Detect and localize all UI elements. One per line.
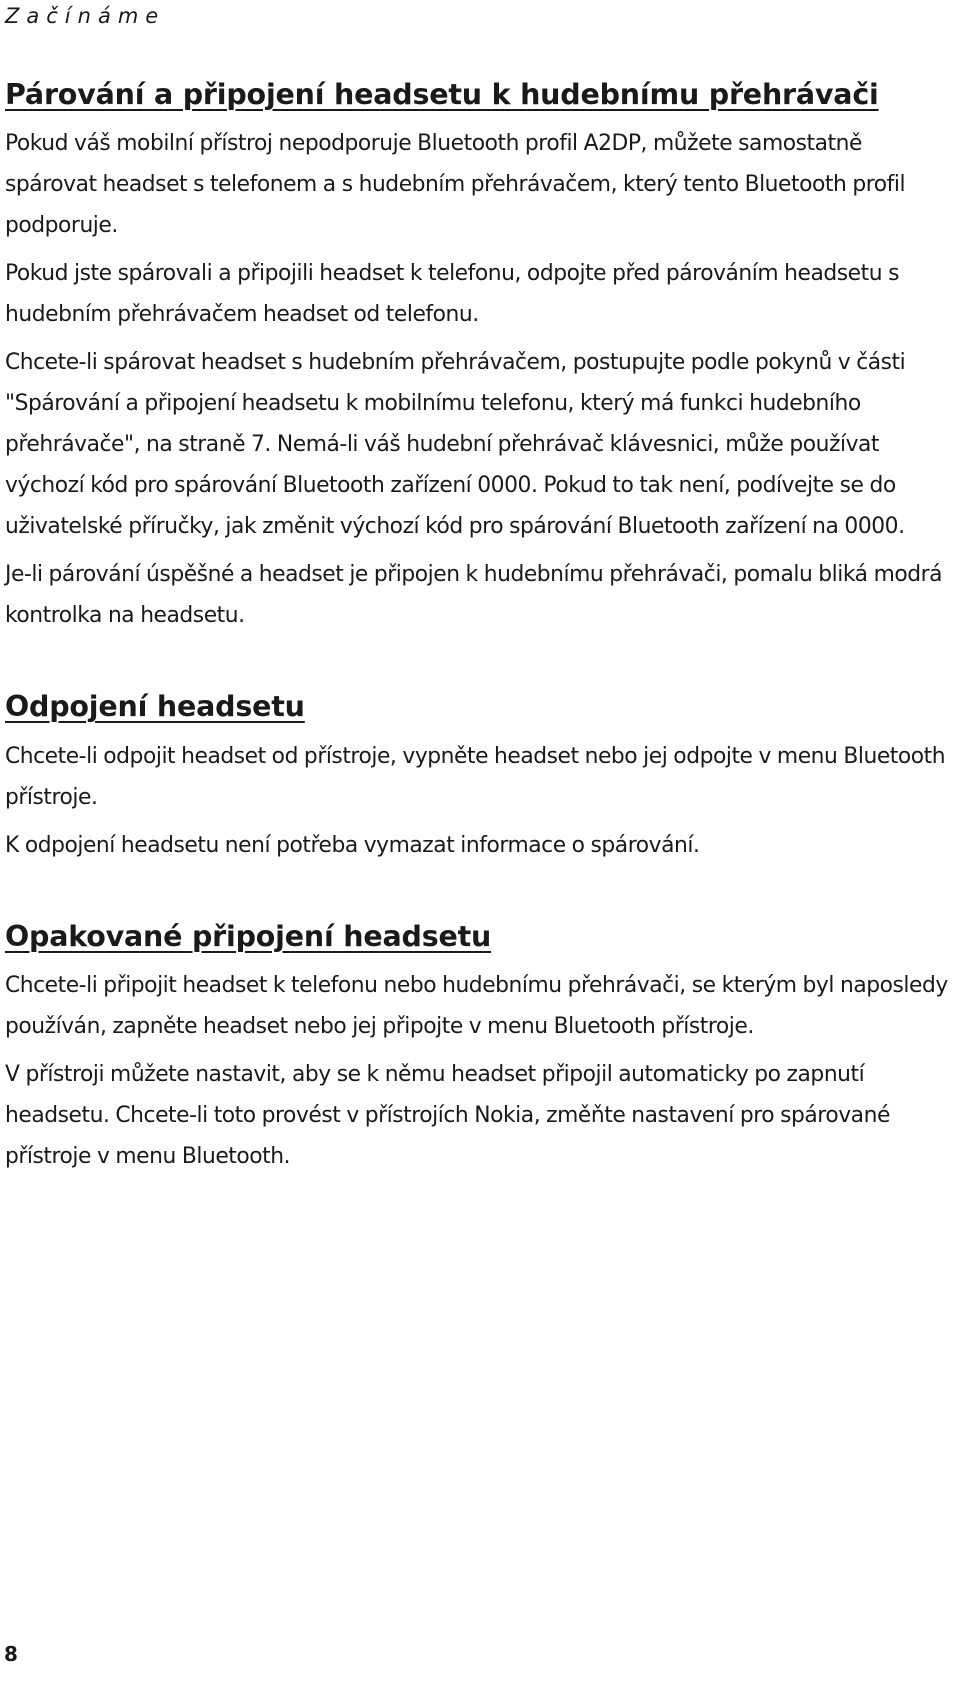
section-pairing (5, 74, 953, 636)
paragraph: K odpojení headsetu není potřeba vymazat informace o spárování. (5, 832, 700, 858)
section-disconnect (5, 686, 953, 865)
section-heading-pairing: Párování a připojení headsetu k hudebnímu přehrávači (5, 78, 879, 111)
paragraph: Chcete-li připojit headset k telefonu nebo hudebnímu přehrávači, se kterým byl naposledy používán, zapněte headset nebo jej připojte v menu Bluetooth přístroje. (5, 972, 948, 1039)
paragraph: Pokud jste spárovali a připojili headset k telefonu, odpojte před párováním headsetu s hudebním přehrávačem headset od telefonu. (5, 261, 899, 328)
section-heading-disconnect: Odpojení headsetu (5, 690, 305, 724)
paragraph: Je-li párování úspěšné a headset je připojen k hudebnímu přehrávači, pomalu bliká modrá kontrolka na headsetu. (5, 562, 943, 629)
paragraph: Chcete-li odpojit headset od přístroje, vypněte headset nebo jej odpojte v menu Bluetooth přístroje. (5, 743, 946, 810)
section-heading-reconnect: Opakované připojení headsetu (5, 919, 492, 953)
section-reconnect (5, 916, 953, 1177)
paragraph: V přístroji můžete nastavit, aby se k němu headset připojil automaticky po zapnutí headsetu. Chcete-li toto provést v přístrojích Nokia, změňte nastavení pro spárované přístroje v menu Bluetooth. (5, 1061, 890, 1169)
running-head: Začínáme (5, 4, 166, 28)
page-content (5, 74, 953, 1227)
page-number: 8 (4, 1642, 18, 1666)
paragraph: Pokud váš mobilní přístroj nepodporuje Bluetooth profil A2DP, můžete samostatně spárovat headset s telefonem a s hudebním přehrávačem, který tento Bluetooth profil podporuje. (5, 131, 906, 239)
paragraph: Chcete-li spárovat headset s hudebním přehrávačem, postupujte podle pokynů v části "Spárování a připojení headsetu k mobilnímu telefonu, který má funkci hudebního přehrávače", na straně 7. Nemá-li váš hudební přehrávač klávesnici, může používat výchozí kód pro spárování Bluetooth zařízení 0000. Pokud to tak není, podívejte se do uživatelské příručky, jak změnit výchozí kód pro spárování Bluetooth zařízení na 0000. (5, 350, 906, 540)
